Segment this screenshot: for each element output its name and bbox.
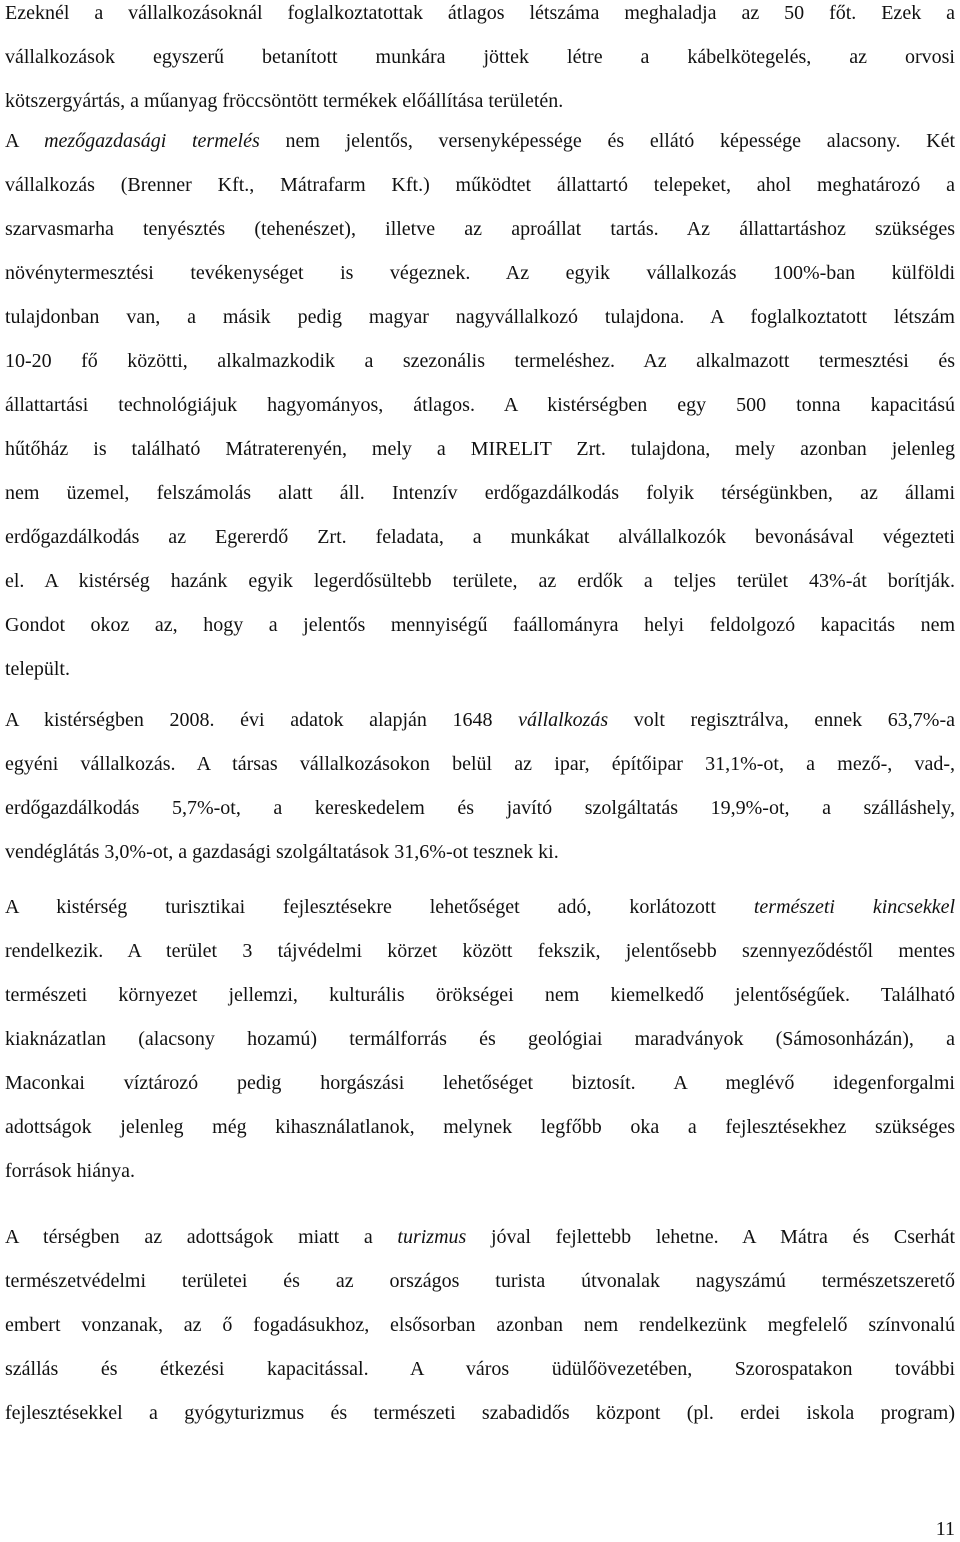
text-line	[5, 1224, 955, 1250]
text-line: szállás és étkezési kapacitással. A város üdülőövezetében, Szorospatakon további	[5, 1358, 955, 1380]
text-line: szarvasmarha tenyésztés (tehenészet), illetve az aproállat tartás. Az állattartáshoz szükséges	[5, 218, 955, 240]
text-line: embert vonzanak, az ő fogadásukhoz, elsősorban azonban nem rendelkezünk megfelelő színvonalú	[5, 1314, 955, 1336]
italic-term: vállalkozás	[518, 709, 609, 731]
text-line: 10-20 fő közötti, alkalmazkodik a szezonális termeléshez. Az alkalmazott termesztési és	[5, 350, 955, 372]
text-line: adottságok jelenleg még kihasználatlanok, melynek legfőbb oka a fejlesztésekhez szükséges	[5, 1116, 955, 1138]
text-line: el. A kistérség hazánk egyik legerdősültebb területe, az erdők a teljes terület 43%-át borítják.	[5, 570, 955, 592]
text-line: Gondot okoz az, hogy a jelentős mennyiségű faállományra helyi feldolgozó kapacitás nem	[5, 614, 955, 636]
text-line: tulajdonban van, a másik pedig magyar nagyvállalkozó tulajdona. A foglalkoztatott létszám	[5, 306, 955, 328]
text-line	[5, 707, 955, 733]
text-run: A kistérség turisztikai fejlesztésekre lehetőséget adó, korlátozott	[5, 896, 716, 918]
text-line: vállalkozás (Brenner Kft., Mátrafarm Kft.) működtet állattartó telepeket, ahol meghatározó a	[5, 174, 955, 196]
text-run: jóval fejlettebb lehetne. A Mátra és Cserhát	[490, 1226, 955, 1248]
text-line: növénytermesztési tevékenységet is végeznek. Az egyik vállalkozás 100%-ban külföldi	[5, 262, 955, 284]
italic-term: természeti kincsekkel	[753, 896, 956, 918]
italic-term: mezőgazdasági termelés	[44, 130, 260, 152]
text-line: települt.	[5, 658, 70, 680]
text-line: források hiánya.	[5, 1160, 135, 1182]
text-line: kiaknázatlan (alacsony hozamú) termálforrás és geológiai maradványok (Sámosonházán), a	[5, 1028, 955, 1050]
text-line: nem üzemel, felszámolás alatt áll. Intenzív erdőgazdálkodás folyik térségünkben, az állami	[5, 482, 955, 504]
text-run: A térségben az adottságok miatt a	[5, 1226, 373, 1248]
text-run: volt regisztrálva, ennek 63,7%-a	[633, 709, 955, 731]
text-line	[5, 894, 955, 920]
text-line: vállalkozások egyszerű betanított munkára jöttek létre a kábelkötegelés, az orvosi	[5, 46, 955, 68]
text-line: erdőgazdálkodás 5,7%-ot, a kereskedelem és javító szolgáltatás 19,9%-ot, a szálláshely,	[5, 797, 955, 819]
text-line: Ezeknél a vállalkozásoknál foglalkoztatottak átlagos létszáma meghaladja az 50 főt. Ezek a	[5, 2, 955, 24]
text-line: természetvédelmi területei és az országos turista útvonalak nagyszámú természetszerető	[5, 1270, 955, 1292]
italic-term: turizmus	[397, 1226, 467, 1248]
text-run: nem jelentős, versenyképessége és ellátó képessége alacsony. Két	[285, 130, 956, 152]
text-line: fejlesztésekkel a gyógyturizmus és természeti szabadidős központ (pl. erdei iskola program)	[5, 1402, 955, 1424]
text-run: A kistérségben 2008. évi adatok alapján 1648	[5, 709, 493, 731]
text-line: kötszergyártás, a műanyag fröccsöntött termékek előállítása területén.	[5, 90, 564, 112]
text-line: hűtőház is található Mátraterenyén, mely a MIRELIT Zrt. tulajdona, mely azonban jelenleg	[5, 438, 955, 460]
text-line: állattartási technológiájuk hagyományos, átlagos. A kistérségben egy 500 tonna kapacitású	[5, 394, 955, 416]
page-number: 11	[935, 1518, 955, 1540]
text-line	[5, 128, 955, 154]
text-line: Maconkai víztározó pedig horgászási lehetőséget biztosít. A meglévő idegenforgalmi	[5, 1072, 955, 1094]
text-line: rendelkezik. A terület 3 tájvédelmi körzet között fekszik, jelentősebb szennyeződéstől mentes	[5, 940, 955, 962]
text-line: természeti környezet jellemzi, kulturális örökségei nem kiemelkedő jelentőségűek. Található	[5, 984, 955, 1006]
text-line: vendéglátás 3,0%-ot, a gazdasági szolgáltatások 31,6%-ot tesznek ki.	[5, 841, 559, 863]
text-line: erdőgazdálkodás az Egererdő Zrt. feladata, a munkákat alvállalkozók bevonásával végezteti	[5, 526, 955, 548]
text-line: egyéni vállalkozás. A társas vállalkozásokon belül az ipar, építőipar 31,1%-ot, a mező-, vad-,	[5, 753, 955, 775]
text-run: A	[5, 130, 19, 152]
